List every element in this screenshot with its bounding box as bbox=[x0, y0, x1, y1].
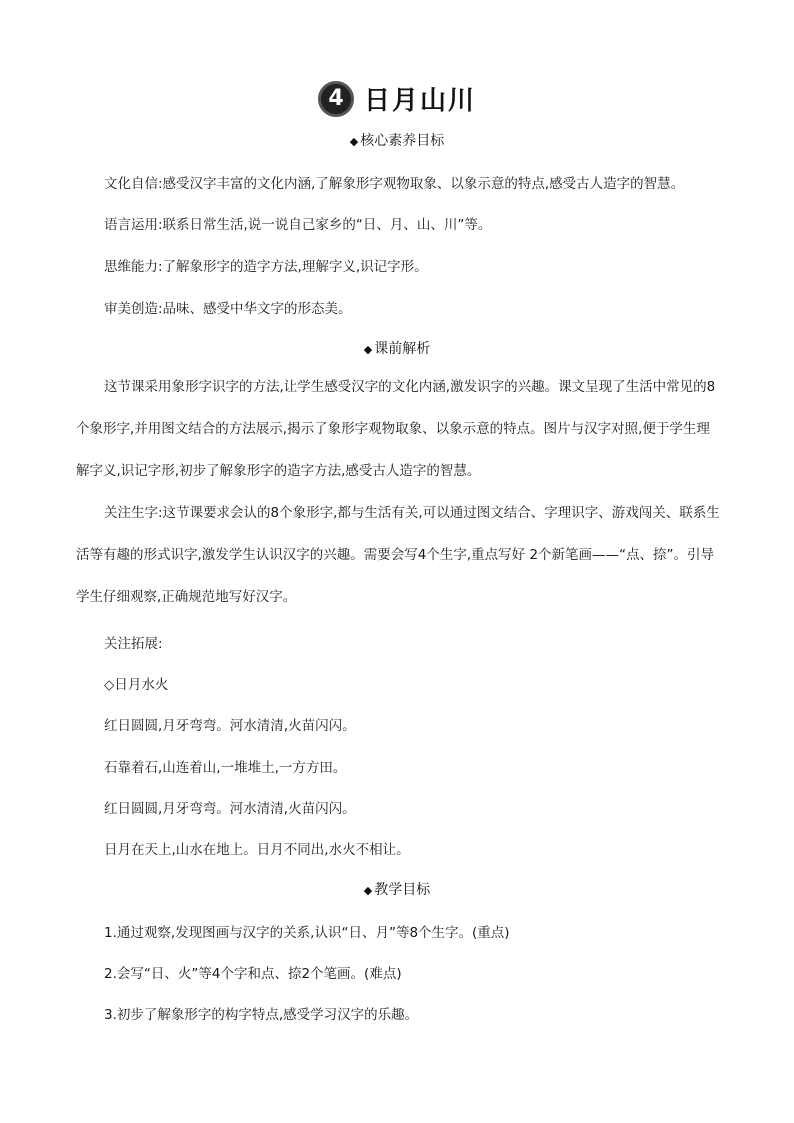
focus-new-characters-paragraph: 关注生字:这节课要求会认的8个象形字,都与生活有关,可以通过图文结合、字理识字、游戏闯关、联系生活等有趣的形式识字,激发学生认识汉字的兴趣。需要会写4个生字,重点写好 2个新笔画——“点、捺”。引导学生仔细观察,正确规范地写好汉字。 bbox=[76, 505, 720, 605]
teaching-goal-item: 3.初步了解象形字的构字特点,感受学习汉字的乐趣。 bbox=[104, 1007, 419, 1023]
section-heading-teaching-goals: ◆ 教学目标 bbox=[363, 882, 431, 898]
core-goal-thinking: 思维能力:了解象形字的造字方法,理解字义,识记字形。 bbox=[104, 259, 428, 275]
diamond-bullet-icon: ◆ bbox=[363, 343, 373, 356]
lesson-number-badge: 4 bbox=[318, 81, 354, 117]
teaching-goal-item: 1.通过观察,发现图画与汉字的关系,认识“日、月”等8个生字。(重点) bbox=[104, 925, 510, 941]
extension-label: 关注拓展: bbox=[104, 636, 163, 652]
diamond-bullet-icon: ◆ bbox=[349, 135, 359, 148]
core-goal-language: 语言运用:联系日常生活,说一说自己家乡的“日、月、山、川”等。 bbox=[104, 217, 492, 233]
lesson-title-row bbox=[0, 80, 794, 117]
teaching-goal-item: 2.会写“日、火”等4个字和点、捺2个笔画。(难点) bbox=[104, 966, 402, 982]
core-goal-culture: 文化自信:感受汉字丰富的文化内涵,了解象形字观物取象、以象示意的特点,感受古人造字的智慧。 bbox=[104, 176, 685, 192]
section-heading-core-goals: ◆ 核心素养目标 bbox=[349, 133, 445, 149]
lesson-title: 日月山川 bbox=[363, 86, 476, 116]
poem-line: 红日圆圆,月牙弯弯。河水清清,火苗闪闪。 bbox=[104, 718, 356, 734]
poem-line: 红日圆圆,月牙弯弯。河水清清,火苗闪闪。 bbox=[104, 801, 356, 817]
section-heading-pre-analysis: ◆ 课前解析 bbox=[363, 341, 431, 357]
poem-line: 石靠着石,山连着山,一堆堆土,一方方田。 bbox=[104, 760, 347, 776]
core-goal-aesthetic: 审美创造:品味、感受中华文字的形态美。 bbox=[104, 301, 352, 317]
diamond-bullet-icon: ◆ bbox=[363, 884, 373, 897]
pre-analysis-paragraph: 这节课采用象形字识字的方法,让学生感受汉字的文化内涵,激发识字的兴趣。课文呈现了生活中常见的8个象形字,并用图文结合的方法展示,揭示了象形字观物取象、以象示意的特点。图片与汉字对照,便于学生理解字义,识记字形,初步了解象形字的造字方法,感受古人造字的智慧。 bbox=[76, 379, 716, 479]
poem-title: ◇日月水火 bbox=[104, 677, 169, 693]
poem-line: 日月在天上,山水在地上。日月不同出,水火不相让。 bbox=[104, 842, 410, 858]
